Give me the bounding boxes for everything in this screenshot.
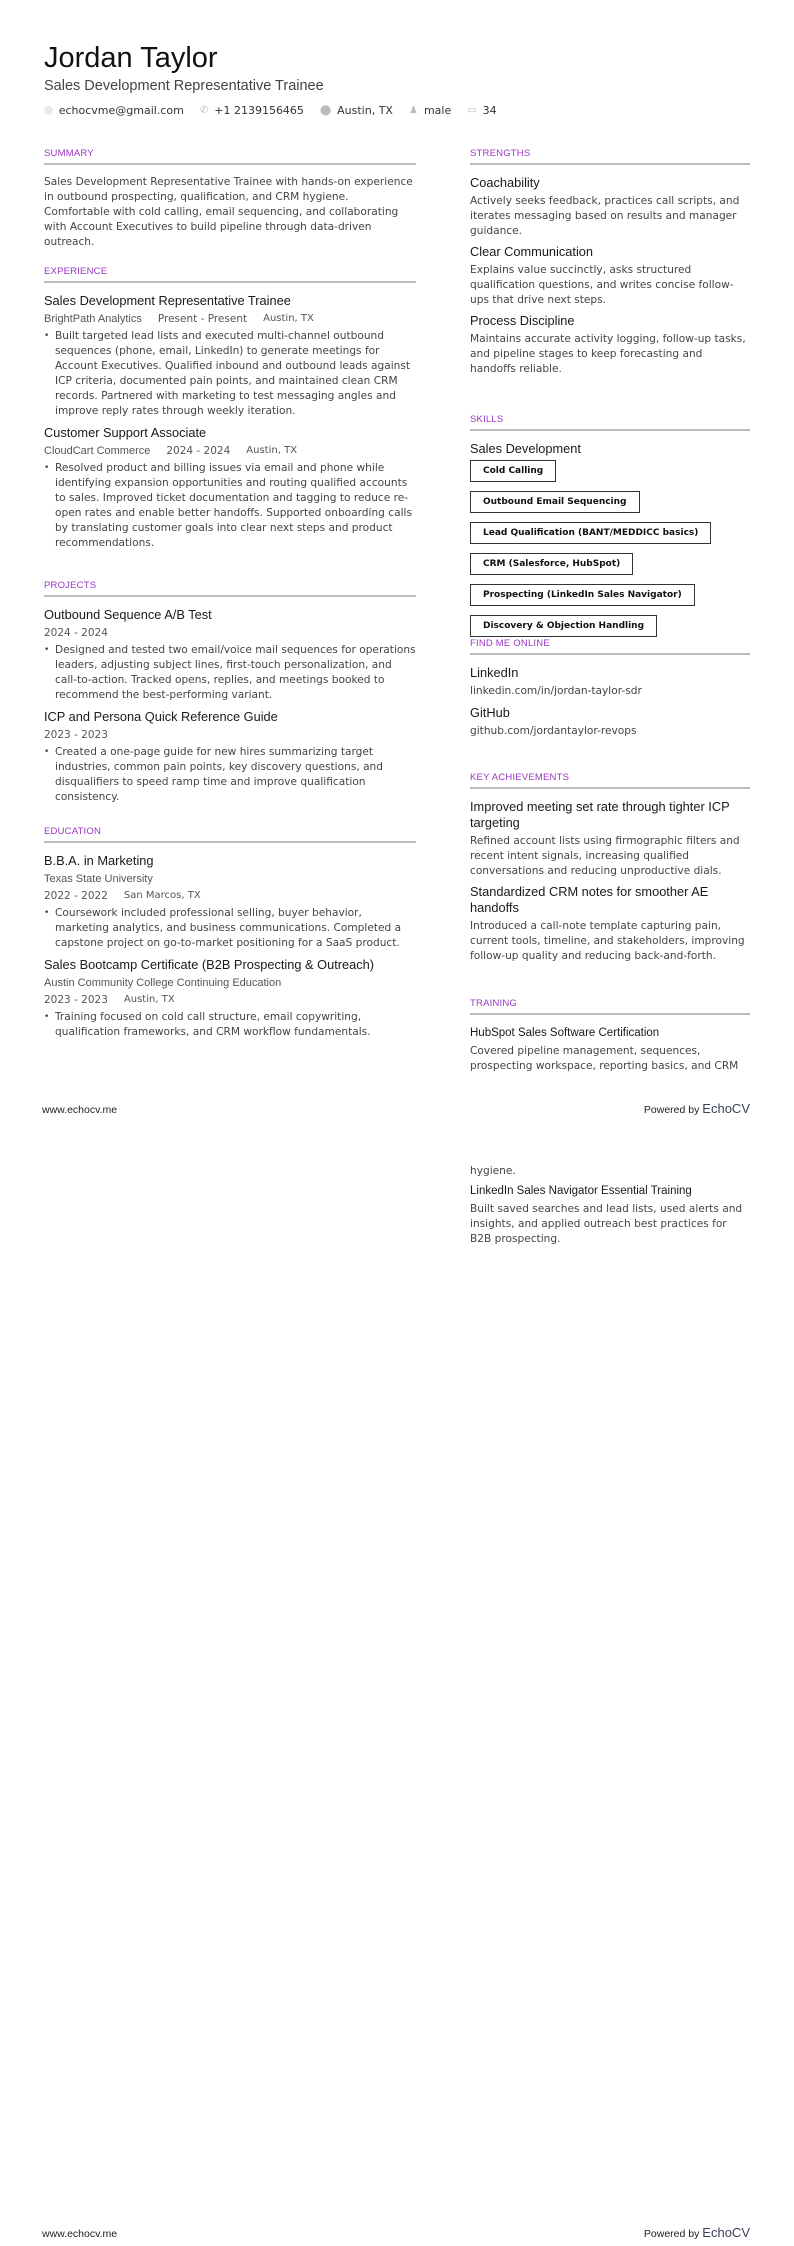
section-heading: PROJECTS [44,580,416,597]
strengths-section [470,148,750,379]
link-label: GitHub [470,705,510,720]
brand-logo[interactable]: EchoCV [702,2225,750,2240]
linkedin-link[interactable]: linkedin.com/in/jordan-taylor-sdr [470,685,642,697]
bullet-icon: • [44,747,50,757]
section-heading: KEY ACHIEVEMENTS [470,772,750,789]
school: Texas State University [44,873,153,885]
online-section [470,638,750,739]
bullet-icon: • [44,1012,50,1022]
strength-text: Actively seeks feedback, practices call scripts, and iterates messaging based on results and manager guidance. [470,195,740,237]
link-label: LinkedIn [470,665,519,680]
candidate-title: Sales Development Representative Trainee [44,78,324,94]
section-heading: TRAINING [470,998,750,1015]
email[interactable]: echocvme@gmail.com [58,104,184,117]
bullet-icon: • [44,908,50,918]
section-heading: STRENGTHS [470,148,750,165]
experience-section [44,266,416,557]
candidate-name: Jordan Taylor [44,42,218,74]
education-item [44,957,416,1040]
footer-website[interactable]: www.echocv.me [42,2228,118,2240]
phone-icon: ✆ [199,105,209,116]
experience-item [44,293,416,419]
section-heading: EXPERIENCE [44,266,416,283]
footer-powered [644,1101,750,1116]
experience-item [44,425,416,551]
training-text-continued: hygiene. [470,1165,516,1177]
achievement-text: Introduced a call-note template capturing pain, current tools, timeline, and stakeholders, improving follow-up quality and reducing back-and-forth. [470,920,745,962]
powered-by-label: Powered by [643,1104,700,1116]
person-icon: ♟ [408,105,418,116]
degree: B.B.A. in Marketing [44,853,154,868]
training-title: HubSpot Sales Software Certification [470,1027,660,1039]
project-title: Outbound Sequence A/B Test [44,607,212,622]
skill-group: Sales Development [470,441,581,456]
strength-title: Clear Communication [470,244,594,259]
location: Austin, TX [246,445,298,456]
dates: 2022 - 2022 [44,890,108,902]
education-description: Training focused on cold call structure, email copywriting, qualification frameworks, and CRM workflow fundamentals. [55,1011,371,1038]
bullet-icon: • [44,331,50,341]
dates: 2024 - 2024 [44,627,108,639]
dates: 2024 - 2024 [166,445,231,457]
dates: 2023 - 2023 [44,729,108,741]
calendar-icon: ▭ [467,105,477,116]
brand-logo[interactable]: EchoCV [702,1101,750,1116]
summary-text: Sales Development Representative Trainee with hands-on experience in outbound prospecting, qualification, and CRM hygiene. Comfortable with cold calling, email sequencing, and collaborating with Account Executives to build pipeline through data-driven outreach. [44,176,413,248]
strength-title: Coachability [470,175,540,190]
skill-tag: Prospecting (LinkedIn Sales Navigator) [470,584,695,606]
job-title: Sales Development Representative Trainee [44,293,291,308]
location: San Marcos, TX [123,890,201,901]
location: Austin, TX [123,994,175,1005]
github-link[interactable]: github.com/jordantaylor-revops [470,725,637,737]
dates: 2023 - 2023 [44,994,108,1006]
footer-website[interactable]: www.echocv.me [42,1104,118,1116]
company: BrightPath Analytics [44,313,142,325]
project-item [44,709,416,805]
training-section [470,998,750,1074]
section-heading: SKILLS [470,414,750,431]
location: Austin, TX [337,104,393,117]
company: CloudCart Commerce [44,445,151,457]
achievement-title: Standardized CRM notes for smoother AE handoffs [470,884,709,915]
school: Austin Community College Continuing Education [44,977,282,989]
skill-tag: CRM (Salesforce, HubSpot) [470,553,633,575]
project-title: ICP and Persona Quick Reference Guide [44,709,278,724]
bullet-icon: • [44,645,50,655]
contact-row [44,104,497,117]
section-heading: EDUCATION [44,826,416,843]
project-item [44,607,416,703]
footer-powered [644,2225,750,2240]
project-description: Designed and tested two email/voice mail sequences for operations leaders, adjusting subject lines, first-touch personalization, and call-to-action. Tracked opens, replies, and meetings booked to recommend the best-performing variant. [55,644,416,701]
section-heading: SUMMARY [44,148,416,165]
job-description: Resolved product and billing issues via email and phone while identifying expansion opportunities and routing qualified accounts to sales. Improved ticket documentation and tagging to reduce re-open rates and enable better handoffs. Supported onboarding calls by translating customer goals into clear next steps and product recommendations. [55,462,413,549]
training-text: Covered pipeline management, sequences, prospecting workspace, reporting basics, and CRM [470,1045,739,1072]
location-icon: ⬤ [319,105,332,116]
achievements-section [470,772,750,964]
skill-tag: Discovery & Objection Handling [470,615,657,637]
project-description: Created a one-page guide for new hires summarizing target industries, common pain points, key discovery questions, and disqualifiers to speed ramp time and improve qualification consistency. [55,746,383,803]
achievement-text: Refined account lists using firmographic filters and recent intent signals, increasing qualified conversations and reducing unproductive dials. [470,835,740,877]
section-heading: FIND ME ONLINE [470,638,750,655]
education-item [44,853,416,951]
strength-text: Explains value succinctly, asks structured qualification questions, and writes concise follow-ups that drive next steps. [470,264,734,306]
email-icon: ◎ [44,105,53,116]
skills-section [470,414,750,637]
training-title: LinkedIn Sales Navigator Essential Training [470,1185,692,1197]
powered-by-label: Powered by [643,2228,700,2240]
skill-tag: Cold Calling [470,460,556,482]
age: 34 [482,104,497,117]
job-title: Customer Support Associate [44,425,207,440]
strength-text: Maintains accurate activity logging, follow-up tasks, and pipeline stages to keep forecasting and handoffs reliable. [470,333,746,375]
skill-tag: Outbound Email Sequencing [470,491,640,513]
degree: Sales Bootcamp Certificate (B2B Prospecting & Outreach) [44,957,375,972]
summary-section [44,148,416,250]
phone: +1 2139156465 [214,104,304,117]
education-section [44,826,416,1046]
education-description: Coursework included professional selling, buyer behavior, marketing analytics, and business communications. Completed a capstone project on go-to-market positioning for a SaaS product. [55,907,402,949]
bullet-icon: • [44,463,50,473]
training-continued [470,1164,750,1247]
training-text: Built saved searches and lead lists, used alerts and insights, and applied outreach best practices for B2B prospecting. [470,1203,743,1245]
dates: Present - Present [157,313,248,325]
job-description: Built targeted lead lists and executed multi-channel outbound sequences (phone, email, LinkedIn) to generate meetings for Account Executives. Qualified inbound and outbound leads against ICP criteria, documented pain points, and maintained clean CRM records. Partnered with marketing to test messaging angles and improve reply rates through weekly iteration. [55,330,411,417]
location: Austin, TX [263,313,314,324]
gender: male [423,104,452,117]
projects-section [44,580,416,811]
skill-tag: Lead Qualification (BANT/MEDDICC basics) [470,522,711,544]
strength-title: Process Discipline [470,313,575,328]
achievement-title: Improved meeting set rate through tighter ICP targeting [470,799,730,830]
